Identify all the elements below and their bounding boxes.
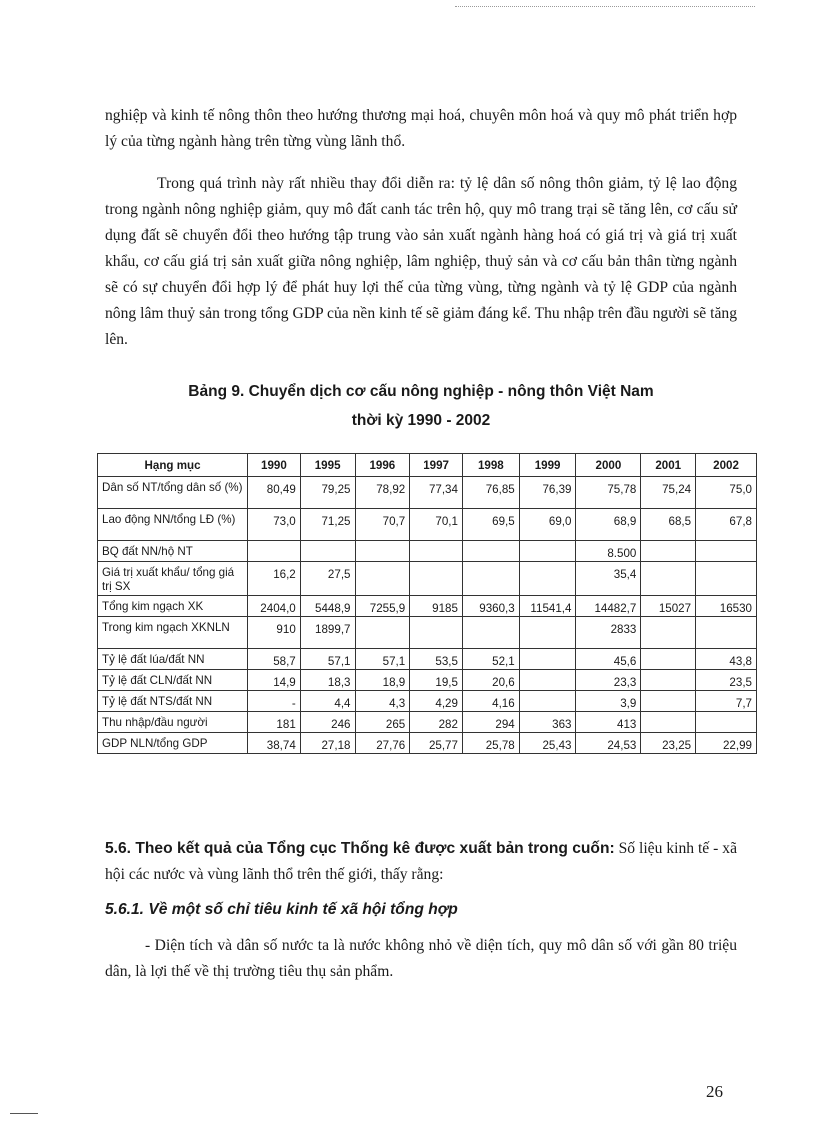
table-cell	[519, 649, 576, 670]
table-cell: 14,9	[248, 670, 301, 691]
header-year: 2001	[641, 454, 696, 477]
table-cell: 2833	[576, 617, 641, 649]
table-cell	[696, 562, 757, 596]
table-cell: 16530	[696, 596, 757, 617]
row-label: Lao động NN/tổng LĐ (%)	[98, 509, 248, 541]
table-cell: 910	[248, 617, 301, 649]
table-cell: 18,3	[300, 670, 355, 691]
table-row	[98, 477, 757, 509]
row-label: Giá trị xuất khẩu/ tổng giá trị SX	[98, 562, 248, 596]
table-cell: 75,78	[576, 477, 641, 509]
table-cell: 294	[462, 712, 519, 733]
table-cell	[641, 649, 696, 670]
table-cell: 76,39	[519, 477, 576, 509]
table-cell: 80,49	[248, 477, 301, 509]
table-cell: 35,4	[576, 562, 641, 596]
table-row	[98, 509, 757, 541]
table-cell: 265	[355, 712, 410, 733]
table-cell: 14482,7	[576, 596, 641, 617]
table-row	[98, 733, 757, 754]
table-row	[98, 617, 757, 649]
table-cell	[300, 541, 355, 562]
table-cell: 27,76	[355, 733, 410, 754]
table-cell	[519, 670, 576, 691]
table-cell: 52,1	[462, 649, 519, 670]
table-cell: 69,0	[519, 509, 576, 541]
data-table	[97, 453, 757, 754]
table-cell: 70,7	[355, 509, 410, 541]
table-cell	[410, 541, 463, 562]
table-cell: 4,16	[462, 691, 519, 712]
table-cell: 75,0	[696, 477, 757, 509]
table-row	[98, 691, 757, 712]
table-cell: 68,9	[576, 509, 641, 541]
table-cell	[641, 712, 696, 733]
header-year: 1990	[248, 454, 301, 477]
table-cell	[641, 562, 696, 596]
table-cell: 67,8	[696, 509, 757, 541]
table-cell	[355, 617, 410, 649]
table-cell	[410, 617, 463, 649]
table-cell: 7,7	[696, 691, 757, 712]
table-cell: 70,1	[410, 509, 463, 541]
page-number: 26	[706, 1082, 723, 1101]
table-caption-line1: Bảng 9. Chuyển dịch cơ cấu nông nghiệp - nông thôn Việt Nam	[188, 383, 654, 400]
table-cell: 68,5	[641, 509, 696, 541]
table-cell: 4,3	[355, 691, 410, 712]
table-cell: 69,5	[462, 509, 519, 541]
table-row	[98, 712, 757, 733]
table-cell: 57,1	[300, 649, 355, 670]
header-year: 1995	[300, 454, 355, 477]
table-cell: 363	[519, 712, 576, 733]
table-cell	[519, 617, 576, 649]
table-cell: 8.500	[576, 541, 641, 562]
table-cell: 75,24	[641, 477, 696, 509]
table-cell: 7255,9	[355, 596, 410, 617]
subsection-heading: 5.6.1. Về một số chỉ tiêu kinh tế xã hội tổng hợp	[105, 901, 458, 918]
table-cell: 57,1	[355, 649, 410, 670]
table-cell: 25,77	[410, 733, 463, 754]
table-cell: 22,99	[696, 733, 757, 754]
margin-mark	[10, 1113, 38, 1114]
table-cell: 76,85	[462, 477, 519, 509]
table-cell: 3,9	[576, 691, 641, 712]
table-row	[98, 649, 757, 670]
table-cell: 25,43	[519, 733, 576, 754]
header-year: 2002	[696, 454, 757, 477]
table-cell: 15027	[641, 596, 696, 617]
table-cell	[410, 562, 463, 596]
table-row	[98, 596, 757, 617]
table-cell: 11541,4	[519, 596, 576, 617]
table-cell	[696, 541, 757, 562]
table-cell: 58,7	[248, 649, 301, 670]
table-cell: 4,4	[300, 691, 355, 712]
table-cell	[696, 712, 757, 733]
table-cell: 43,8	[696, 649, 757, 670]
paragraph-area-population: - Diện tích và dân số nước ta là nước không nhỏ về diện tích, quy mô dân số với gần 80 triệu dân, là lợi thế về thị trường tiêu thụ sản phẩm.	[105, 937, 737, 980]
table-cell: 27,18	[300, 733, 355, 754]
table-cell: 9185	[410, 596, 463, 617]
table-cell	[519, 562, 576, 596]
table-cell	[641, 617, 696, 649]
table-cell: 25,78	[462, 733, 519, 754]
row-label: Tỷ lệ đất lúa/đất NN	[98, 649, 248, 670]
table-cell: 38,74	[248, 733, 301, 754]
top-divider	[455, 6, 755, 8]
table-cell: 79,25	[300, 477, 355, 509]
table-cell	[355, 562, 410, 596]
header-year: 1996	[355, 454, 410, 477]
table-cell: 27,5	[300, 562, 355, 596]
section-heading-rest: Số liệu kinh tế - xã hội các nước và vùng lãnh thổ trên thế giới, thấy rằng:	[105, 840, 737, 883]
table-cell	[641, 691, 696, 712]
table-cell: 18,9	[355, 670, 410, 691]
table-cell: 23,25	[641, 733, 696, 754]
table-caption-line2: thời kỳ 1990 - 2002	[351, 412, 491, 429]
table-cell: 19,5	[410, 670, 463, 691]
table-cell	[248, 541, 301, 562]
row-label: Tỷ lệ đất CLN/đất NN	[98, 670, 248, 691]
table-cell: 5448,9	[300, 596, 355, 617]
table-row	[98, 562, 757, 596]
row-label: Dân số NT/tổng dân số (%)	[98, 477, 248, 509]
table-cell: 73,0	[248, 509, 301, 541]
table-cell	[355, 541, 410, 562]
table-cell: 71,25	[300, 509, 355, 541]
table-row	[98, 541, 757, 562]
section-heading-bold: 5.6. Theo kết quả của Tổng cục Thống kê được xuất bản trong cuốn:	[105, 840, 615, 857]
row-label: Trong kim ngạch XKNLN	[98, 617, 248, 649]
paragraph-changes: Trong quá trình này rất nhiều thay đổi diễn ra: tỷ lệ dân số nông thôn giảm, tỷ lệ lao động trong ngành nông nghiệp giảm, quy mô đất canh tác trên hộ, quy mô trang trại sẽ tăng lên, cơ cấu sử dụng đất sẽ chuyển đổi theo hướng tập trung vào sản xuất ngành hàng hoá có giá trị và giá trị xuất khẩu, cơ cấu giá trị sản xuất giữa nông nghiệp, lâm nghiệp, thuỷ sản và cơ cấu bản thân từng ngành sẽ có sự chuyển đổi hợp lý để phát huy lợi thế của từng vùng, từng ngành và tỷ lệ GDP của ngành nông lâm thuỷ sản trong tổng GDP của nền kinh tế sẽ giảm đáng kể. Thu nhập trên đầu người sẽ tăng lên.	[105, 175, 737, 348]
table-cell: 77,34	[410, 477, 463, 509]
table-cell: 413	[576, 712, 641, 733]
table-cell: -	[248, 691, 301, 712]
table-cell: 282	[410, 712, 463, 733]
row-label: Tổng kim ngạch XK	[98, 596, 248, 617]
paragraph-intro: nghiệp và kinh tế nông thôn theo hướng thương mại hoá, chuyên môn hoá và quy mô phát triển hợp lý của từng ngành hàng trên từng vùng lãnh thổ.	[105, 107, 737, 150]
table-cell	[462, 541, 519, 562]
table-cell	[641, 670, 696, 691]
header-year: 1997	[410, 454, 463, 477]
header-category: Hạng mục	[98, 454, 248, 477]
row-label: GDP NLN/tổng GDP	[98, 733, 248, 754]
table-cell: 45,6	[576, 649, 641, 670]
header-year: 1999	[519, 454, 576, 477]
table-cell: 24,53	[576, 733, 641, 754]
table-cell	[462, 562, 519, 596]
table-cell: 4,29	[410, 691, 463, 712]
table-cell	[641, 541, 696, 562]
table-cell	[462, 617, 519, 649]
table-cell: 9360,3	[462, 596, 519, 617]
table-cell	[519, 691, 576, 712]
table-cell: 181	[248, 712, 301, 733]
row-label: BQ đất NN/hộ NT	[98, 541, 248, 562]
header-year: 2000	[576, 454, 641, 477]
table-cell: 16,2	[248, 562, 301, 596]
table-cell: 1899,7	[300, 617, 355, 649]
section-heading	[105, 836, 737, 888]
table-cell	[519, 541, 576, 562]
table-cell: 246	[300, 712, 355, 733]
table-row	[98, 670, 757, 691]
table-cell	[696, 617, 757, 649]
table-cell: 23,3	[576, 670, 641, 691]
table-cell: 53,5	[410, 649, 463, 670]
table-cell: 23,5	[696, 670, 757, 691]
header-year: 1998	[462, 454, 519, 477]
table-cell: 20,6	[462, 670, 519, 691]
row-label: Tỷ lệ đất NTS/đất NN	[98, 691, 248, 712]
table-header-row	[98, 454, 757, 477]
table-cell: 2404,0	[248, 596, 301, 617]
row-label: Thu nhập/đầu người	[98, 712, 248, 733]
table-cell: 78,92	[355, 477, 410, 509]
